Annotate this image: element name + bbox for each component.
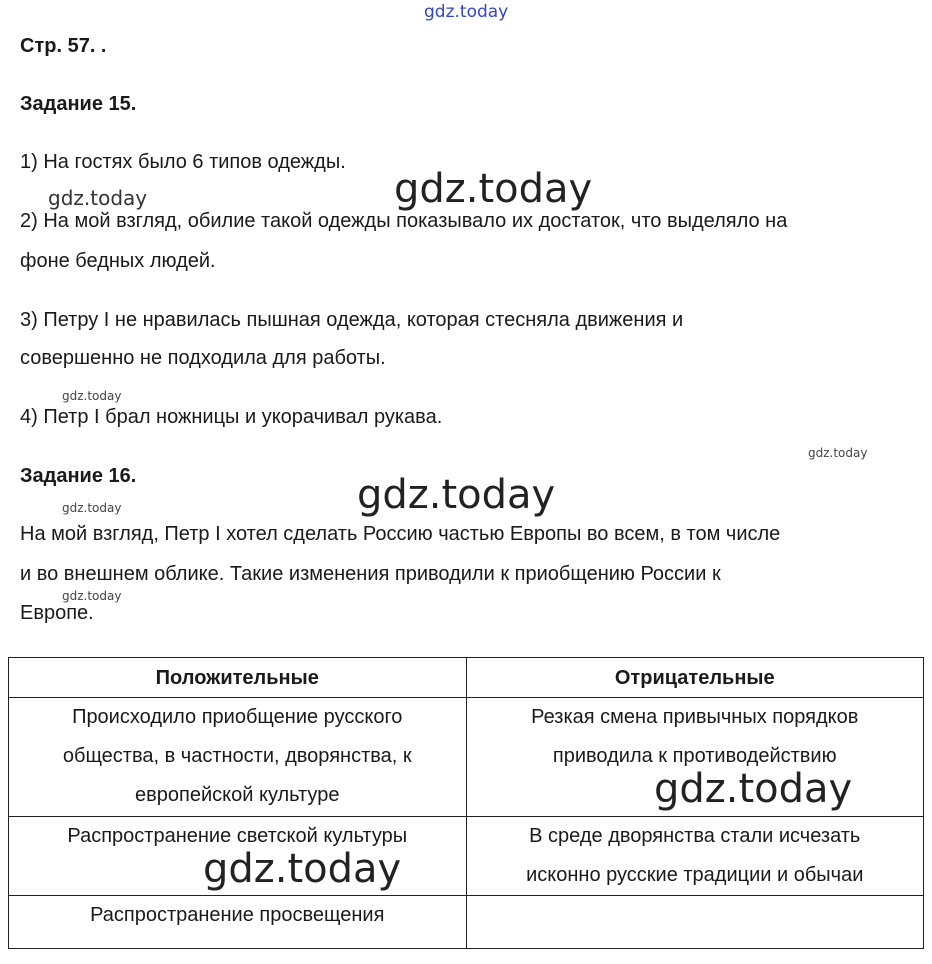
table-row <box>9 896 924 949</box>
cell-line: Резкая смена привычных порядков <box>531 706 859 728</box>
column-header-negative: Отрицательные <box>466 658 924 698</box>
cell-line: общества, в частности, дворянства, к <box>62 745 412 767</box>
task-16-title: Задание 16. <box>20 465 137 487</box>
cell-line: приводила к противодействию <box>552 745 837 767</box>
table-cell-positive <box>9 698 467 817</box>
watermark-large: gdz.today <box>654 766 853 812</box>
cell-line: Распространение светской культуры <box>67 825 408 847</box>
watermark-small: gdz.today <box>62 589 122 603</box>
task-15-answer-1: 1) На гостях было 6 типов одежды. <box>20 151 346 173</box>
task-15-answer-2-line-2: фоне бедных людей. <box>20 250 216 272</box>
table-header-row <box>9 658 924 698</box>
cell-line: Распространение просвещения <box>90 904 385 926</box>
task-15-answer-4: 4) Петр I брал ножницы и укорачивал рукава. <box>20 406 443 428</box>
task-16-line-1: На мой взгляд, Петр I хотел сделать Россию частью Европы во всем, в том числе <box>20 523 781 545</box>
cell-line: исконно русские традиции и обычаи <box>526 864 864 886</box>
task-15-answer-3-line-1: 3) Петру I не нравилась пышная одежда, которая стесняла движения и <box>20 309 684 331</box>
table-cell-positive <box>9 896 467 949</box>
cell-line: Происходило приобщение русского <box>72 706 403 728</box>
task-16-line-2: и во внешнем облике. Такие изменения приводили к приобщению России к <box>20 563 721 585</box>
task-15-answer-3-line-2: совершенно не подходила для работы. <box>20 347 386 369</box>
top-watermark: gdz.today <box>424 2 509 22</box>
task-16-line-3: Европе. <box>20 602 94 624</box>
cell-line: европейской культуре <box>135 784 340 806</box>
watermark-small: gdz.today <box>62 501 122 515</box>
watermark-large: gdz.today <box>203 846 402 892</box>
task-15-answer-2-line-1: 2) На мой взгляд, обилие такой одежды показывало их достаток, что выделяло на <box>20 210 788 232</box>
cell-line: В среде дворянства стали исчезать <box>529 825 861 847</box>
watermark-small: gdz.today <box>808 446 868 460</box>
table-cell-negative <box>466 817 924 896</box>
watermark-large: gdz.today <box>394 166 593 212</box>
watermark-medium: gdz.today <box>48 186 148 210</box>
column-header-positive: Положительные <box>9 658 467 698</box>
table-cell-negative <box>466 896 924 949</box>
table-row <box>9 817 924 896</box>
page-number: Стр. 57. . <box>20 35 107 57</box>
watermark-small: gdz.today <box>62 389 122 403</box>
task-15-title: Задание 15. <box>20 93 137 115</box>
watermark-large: gdz.today <box>357 472 556 518</box>
